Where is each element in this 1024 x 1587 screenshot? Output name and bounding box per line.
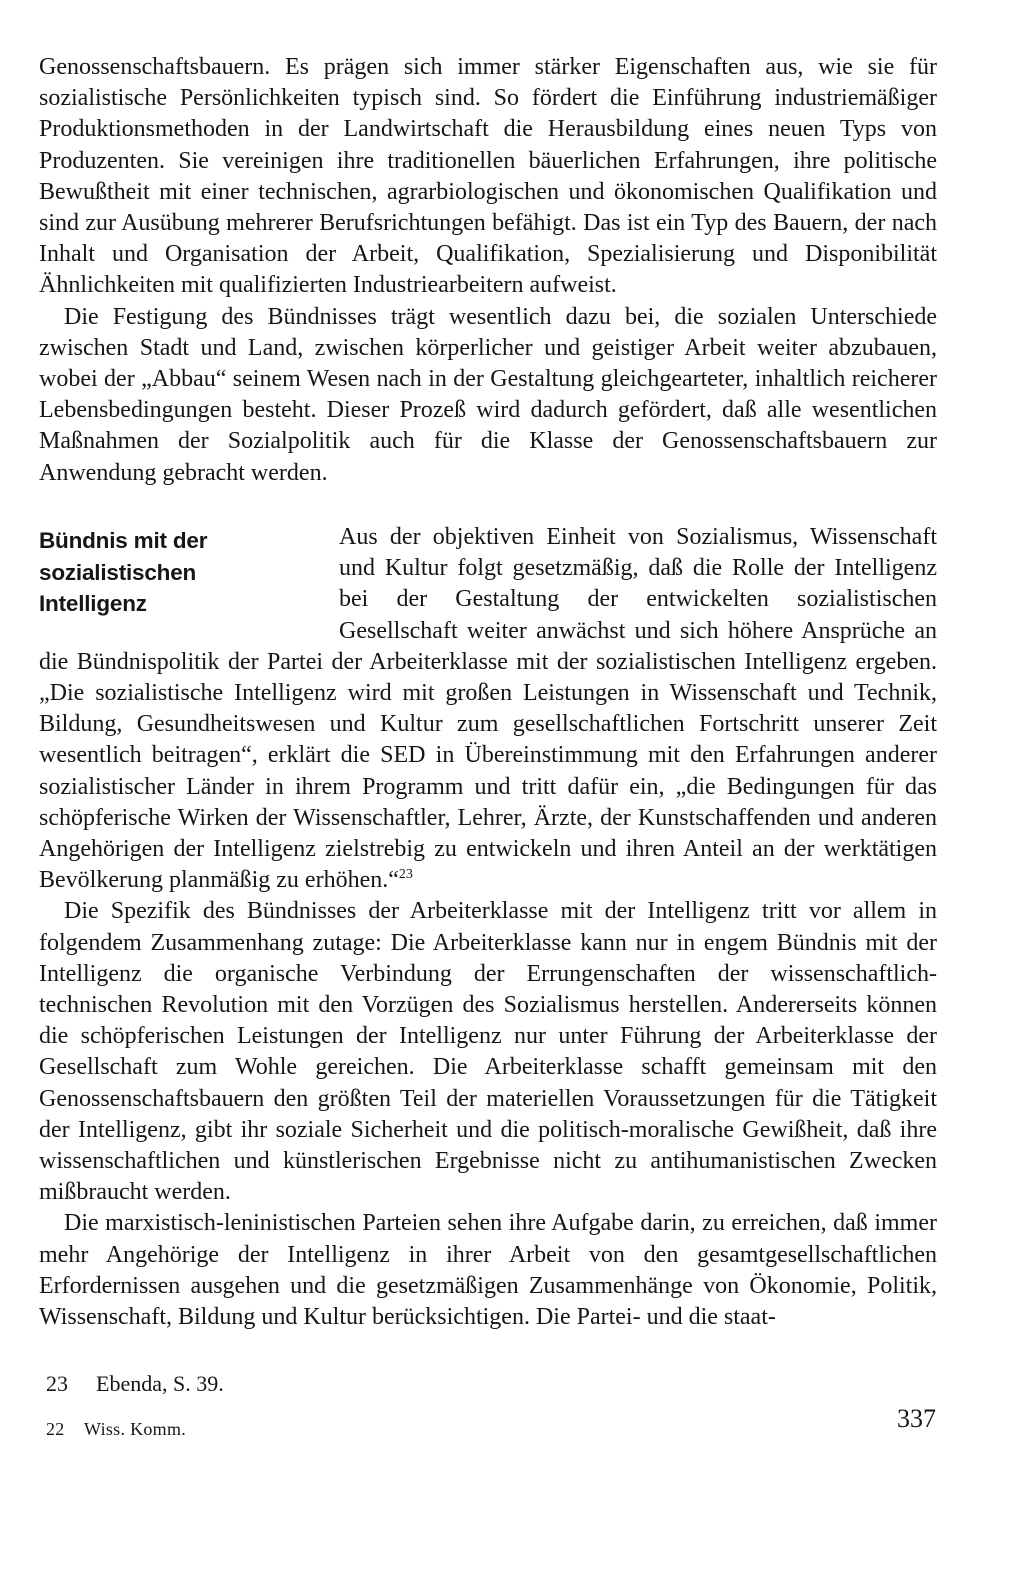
section-heading-line-2: sozialistischen (39, 559, 197, 585)
printer-signature (46, 1417, 186, 1441)
continuation-paragraph: Genossenschaftsbauern. Es prägen sich immer stärker Eigenschaften aus, wie sie für sozialistische Persönlichkeiten typisch sind. So fördert die Einführung industriemäßiger Produktionsmethoden in der Landwirtschaft die Herausbildung eines neuen Typs von Produzenten. Sie vereinigen ihre traditionellen bäuerlichen Erfahrungen, ihre politische Bewußtheit mit einer technischen, agrarbiologischen und ökonomischen Qualifikation und sind zur Ausübung mehrerer Berufsrichtungen befähigt. Das ist ein Typ des Bauern, der nach Inhalt und Organisation der Arbeit, Qualifikation, Spezialisierung und Disponibilität Ähnlichkeiten mit qualifizierten Industriearbeitern aufweist. (39, 54, 937, 299)
section-heading (39, 522, 339, 646)
top-text-block (39, 52, 937, 489)
footnote-marker: 23 (398, 867, 413, 883)
footnote-text: Ebenda, S. 39. (96, 1371, 224, 1396)
signature-text: Wiss. Komm. (84, 1419, 187, 1439)
intelligenz-paragraph-text: Aus der objektiven Einheit von Sozialismus, Wissenschaft und Kultur folgt gesetzmäßig, daß die Rolle der Intelligenz bei der Gestaltung der entwickelten sozialistischen Gesellschaft weiter anwächst und sich höhere Ansprüche an die Bündnispolitik der Partei der Arbeiterklasse mit der sozialistischen Intelligenz ergeben. „Die sozialistische Intelligenz wird mit großen Leistungen in Wissenschaft und Technik, Bildung, Gesundheitswesen und Kultur zum gesellschaftlichen Fortschritt unserer Zeit wesentlich beitragen“, erklärt die SED in Übereinstimmung mit den Erfahrungen anderer sozialistischer Länder in ihrem Programm und tritt dafür ein, „die Bedingungen für das schöpferische Wirken der Wissenschaftler, Lehrer, Ärzte, der Kunstschaffenden und anderen Angehörigen der Intelligenz zielstrebig zu entwickeln und ihren Anteil an der werktätigen Bevölkerung planmäßig zu erhöhen.“ (39, 524, 937, 894)
page-number: 337 (897, 1404, 936, 1433)
footnote-number: 23 (46, 1371, 68, 1396)
section-heading-line-3: Intelligenz (39, 591, 147, 616)
parteien-paragraph: Die marxistisch-leninistischen Parteien sehen ihre Aufgabe darin, zu erreichen, daß immer mehr Angehörige der Intelligenz in ihrer Arbeit von den gesamtgesellschaftlichen Erfordernissen ausgehen und die gesetzmäßigen Zusammenhänge von Ökonomie, Politik, Wissenschaft, Bildung und Kultur berücksichtigen. Die Partei- und die staat- (39, 1210, 937, 1331)
spezifik-paragraph: Die Spezifik des Bündnisses der Arbeiterklasse mit der Intelligenz tritt vor allem in folgendem Zusammenhang zutage: Die Arbeiterklasse kann nur in engem Bündnis mit der Intelligenz die organische Verbindung der Errungenschaften der wissenschaftlich-technischen Revolution mit den Vorzügen des Sozialismus herstellen. Andererseits können die schöpferischen Leistungen der Intelligenz nur unter Führung der Arbeiterklasse der Gesellschaft zum Wohle gereichen. Die Arbeiterklasse schafft gemeinsam mit den Genossenschaftsbauern den größten Teil der materiellen Voraussetzungen für die Tätigkeit der Intelligenz, gibt ihr soziale Sicherheit und die politisch-moralische Gewißheit, daß ihre wissenschaftlichen und künstlerischen Ergebnisse nicht zu antihumanistischen Zwecken mißbraucht werden. (39, 898, 937, 1206)
festigung-paragraph: Die Festigung des Bündnisses trägt wesentlich dazu bei, die sozialen Unterschiede zwischen Stadt und Land, zwischen körperlicher und geistiger Arbeit weiter abzubauen, wobei der „Abbau“ seinem Wesen nach in der Gestaltung gleichgearteter, inhaltlich reicherer Lebensbedingungen besteht. Dieser Prozeß wird dadurch gefördert, daß alle wesentlichen Maßnahmen der Sozialpolitik auch für die Klasse der Genossenschaftsbauern zur Anwendung gebracht werden. (39, 303, 937, 486)
intelligenz-section (39, 522, 937, 1333)
signature-number: 22 (46, 1419, 65, 1439)
section-heading-line-1: Bündnis mit der (39, 528, 208, 553)
footnote (46, 1370, 224, 1398)
